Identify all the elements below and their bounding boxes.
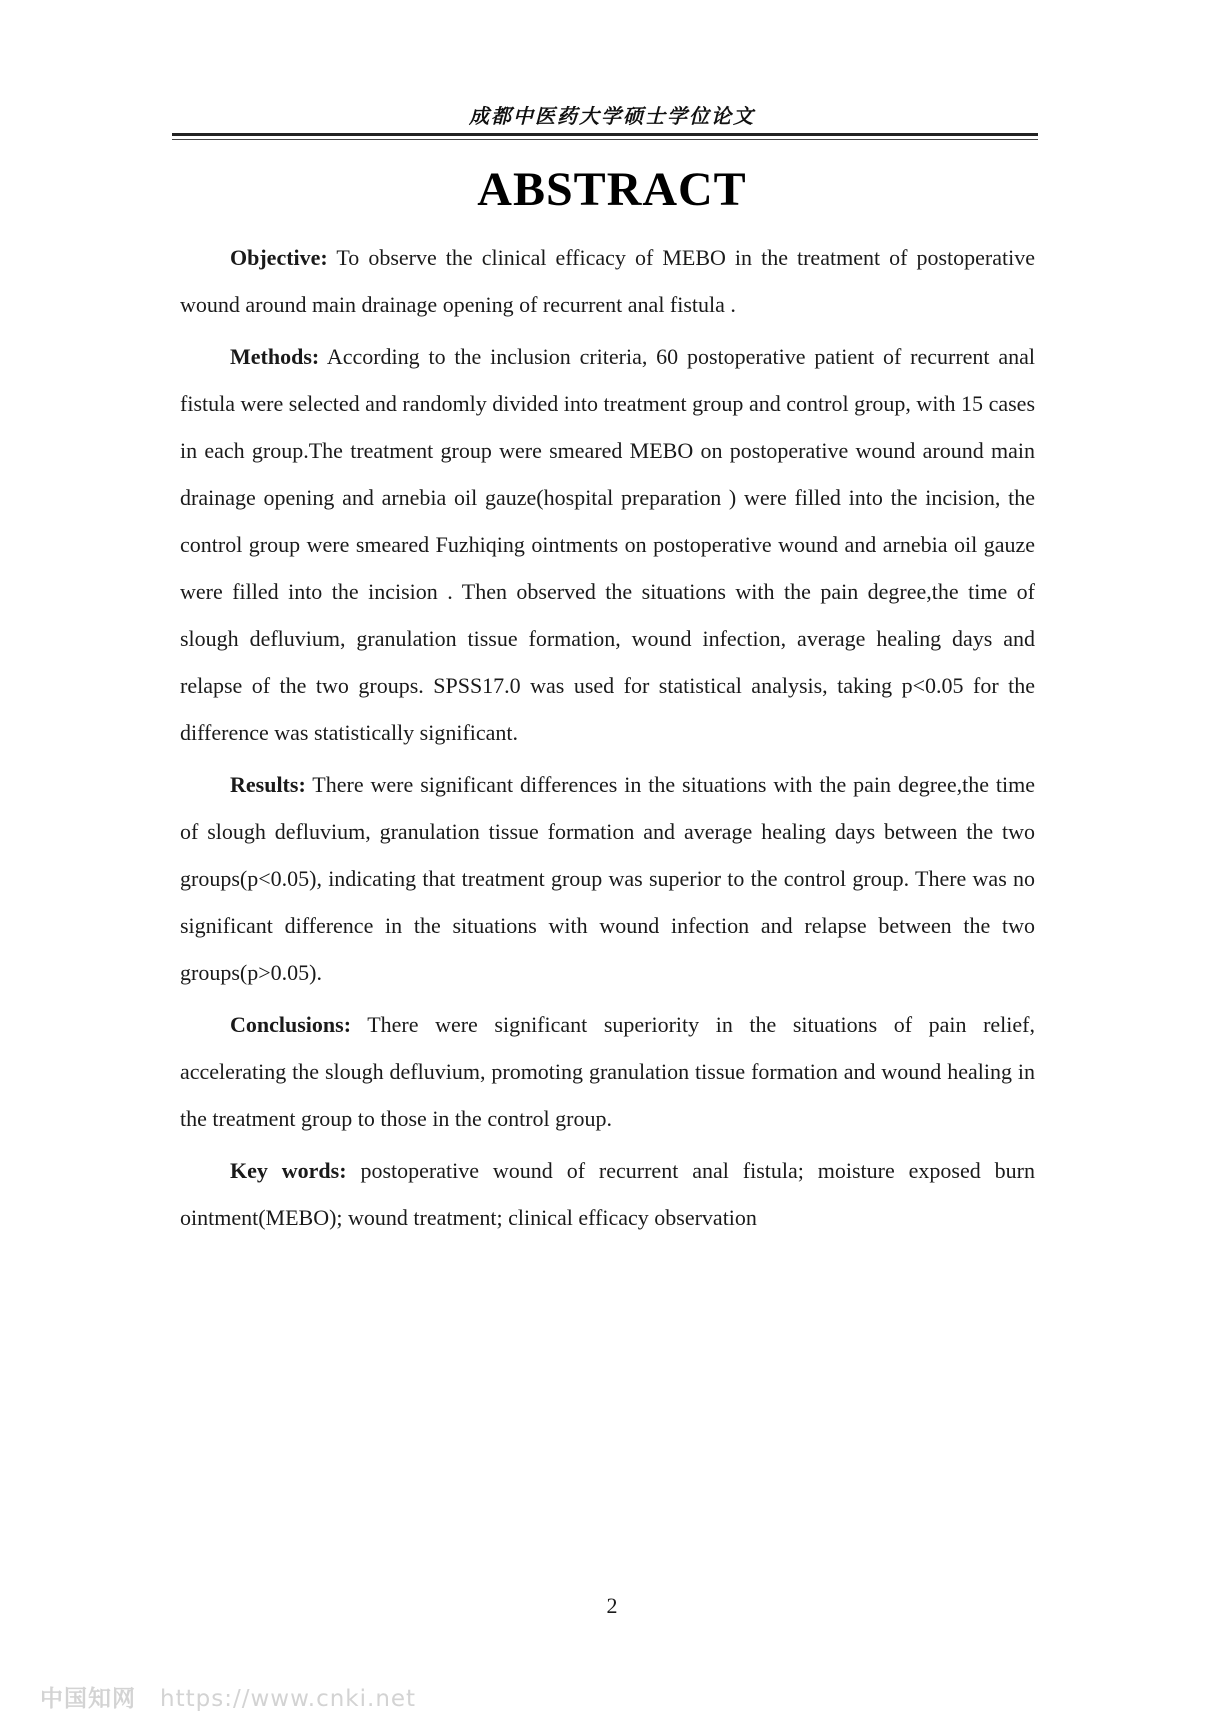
header-rule-thin: [172, 139, 1038, 140]
results-paragraph: [180, 761, 1035, 996]
header-rule-thick: [172, 133, 1038, 136]
watermark-cn: 中国知网: [40, 1686, 136, 1712]
watermark-url: https://www.cnki.net: [160, 1686, 417, 1712]
conclusions-text: There were significant superiority in the situations of pain relief, accelerating the slough defluvium, promoting granulation tissue formation and wound healing in the treatment group to those in the control group.: [180, 1012, 1035, 1131]
running-header: 成都中医药大学硕士学位论文: [469, 104, 755, 128]
methods-paragraph: [180, 333, 1035, 756]
keywords-text: postoperative wound of recurrent anal fistula; moisture exposed burn ointment(MEBO); wound treatment; clinical efficacy observation: [180, 1158, 1035, 1230]
results-text: There were significant differences in the situations with the pain degree,the time of slough defluvium, granulation tissue formation and average healing days between the two groups(p<0.05), indicating that treatment group was superior to the control group. There was no significant difference in the situations with wound infection and relapse between the two groups(p>0.05).: [180, 772, 1035, 985]
keywords-label: Key words:: [230, 1158, 347, 1183]
results-label: Results:: [230, 772, 306, 797]
abstract-title: ABSTRACT: [477, 163, 747, 216]
methods-label: Methods:: [230, 344, 320, 369]
abstract-body: [180, 234, 1035, 1246]
objective-text: To observe the clinical efficacy of MEBO in the treatment of postoperative wound around main drainage opening of recurrent anal fistula .: [180, 245, 1035, 317]
conclusions-label: Conclusions:: [230, 1012, 352, 1037]
conclusions-paragraph: [180, 1001, 1035, 1142]
methods-text: According to the inclusion criteria, 60 postoperative patient of recurrent anal fistula were selected and randomly divided into treatment group and control group, with 15 cases in each group.The treatment group were smeared MEBO on postoperative wound around main drainage opening and arnebia oil gauze(hospital preparation ) were filled into the incision, the control group were smeared Fuzhiqing ointments on postoperative wound and arnebia oil gauze were filled into the incision . Then observed the situations with the pain degree,the time of slough defluvium, granulation tissue formation, wound infection, average healing days and relapse of the two groups. SPSS17.0 was used for statistical analysis, taking p<0.05 for the difference was statistically significant.: [180, 344, 1035, 745]
objective-paragraph: [180, 234, 1035, 328]
page-number: 2: [606, 1593, 618, 1618]
objective-label: Objective:: [230, 245, 328, 270]
cnki-watermark: [40, 1680, 416, 1713]
keywords-paragraph: [180, 1147, 1035, 1241]
